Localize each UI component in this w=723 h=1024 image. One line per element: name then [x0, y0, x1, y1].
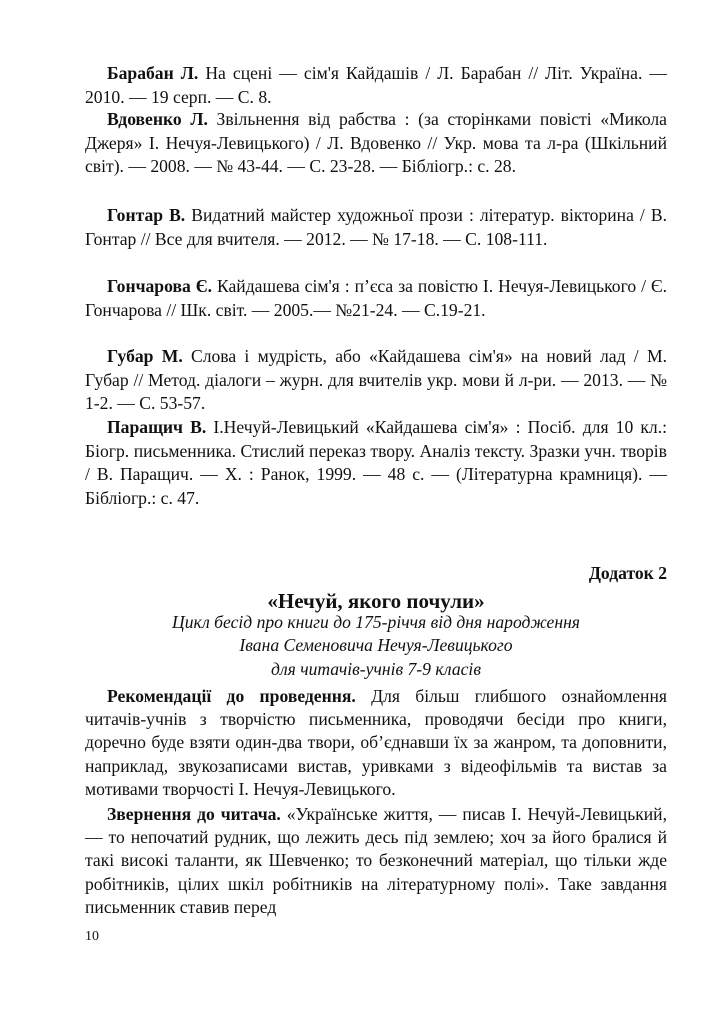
entry-text: На сцені — сім'я Кайдашів / Л. Барабан // Літ. Україна. — 2010. — 19 серп. — С. 8. — [85, 63, 668, 107]
entry-text: І.Нечуй-Левицький «Кайдашева сім'я» : Посіб. для 10 кл.: Біогр. письменника. Стислий переказ твору. Аналіз тексту. Зразки учн. творів / В. Паращич. — Х. : Ранок, 1999. — 48 с. — (Літературна крамниця). — Бібліогр.: с. 47. — [85, 417, 667, 508]
entry-author: Вдовенко Л. — [107, 109, 217, 129]
entry-author: Барабан Л. — [107, 63, 206, 83]
bibliography-entry — [85, 204, 667, 251]
bibliography-entry — [85, 62, 667, 109]
entry-author: Гончарова Є. — [107, 276, 217, 296]
entry-text: Видатний майстер художньої прози : літератур. вікторина / В. Гонтар // Все для вчителя. — 2012. — № 17-18. — С. 108-111. — [85, 205, 667, 249]
reader-address-heading: Звернення до читача. — [107, 804, 287, 824]
appendix-label: Додаток 2 — [588, 563, 667, 583]
reader-address-paragraph — [85, 803, 667, 919]
reader-address-text: «Українське життя, — писав І. Нечуй-Левицький, — то непочатий рудник, що лежить десь під землею; хоч за його бралися й такі високі таланти, як Шевченко; то безконечний матеріал, що тільки жде робітників, цілих шкіл робітників на літературному полі». Таке завдання письменник ставив перед — [85, 804, 667, 917]
entry-text: Кайдашева сім'я : п’єса за повістю І. Нечуя-Левицького / Є. Гончарова // Шк. світ. — 2005.— №21-24. — С.19-21. — [85, 276, 667, 320]
entry-author: Паращич В. — [107, 417, 214, 437]
recommendations-text: Для більш глибшого ознайомлення читачів-учнів з творчістю письменника, проводячи бесіди про книги, доречно буде взяти один-два твори, об’єднавши їх за жанром, та доповнити, наприклад, звукозаписами вистав, уривками з відеофільмів та вистав за мотивами творчості І. Нечуя-Левицького. — [85, 686, 667, 799]
bibliography-entry — [85, 416, 667, 510]
appendix-title: «Нечуй, якого почули» — [267, 589, 485, 613]
entry-author: Гонтар В. — [107, 205, 192, 225]
bibliography-entry — [85, 108, 667, 179]
subtitle-line: Івана Семеновича Нечуя-Левицького — [239, 635, 513, 656]
entry-author: Губар М. — [107, 346, 191, 366]
appendix-subtitle — [85, 611, 667, 681]
page-number: 10 — [85, 929, 99, 944]
subtitle-line: Цикл бесід про книги до 175-річчя від дня народження — [172, 612, 580, 632]
bibliography-entry — [85, 345, 667, 416]
entry-text: Слова і мудрість, або «Кайдашева сім'я» на новий лад / М. Губар // Метод. діалоги – журн. для вчителів укр. мови й л-ри. — 2013. — № 1-2. — С. 53-57. — [85, 346, 667, 414]
subtitle-line: для читачів-учнів 7-9 класів — [271, 658, 481, 679]
recommendations-paragraph — [85, 685, 667, 801]
entry-text: Звільнення від рабства : (за сторінками повісті «Микола Джеря» І. Нечуя-Левицького) / Л. Вдовенко // Укр. мова та л-ра (Шкільний світ). — 2008. — № 43-44. — С. 23-28. — Бібліогр.: с. 28. — [85, 109, 667, 177]
recommendations-heading: Рекомендації до проведення. — [107, 686, 372, 706]
bibliography-entry — [85, 275, 667, 322]
